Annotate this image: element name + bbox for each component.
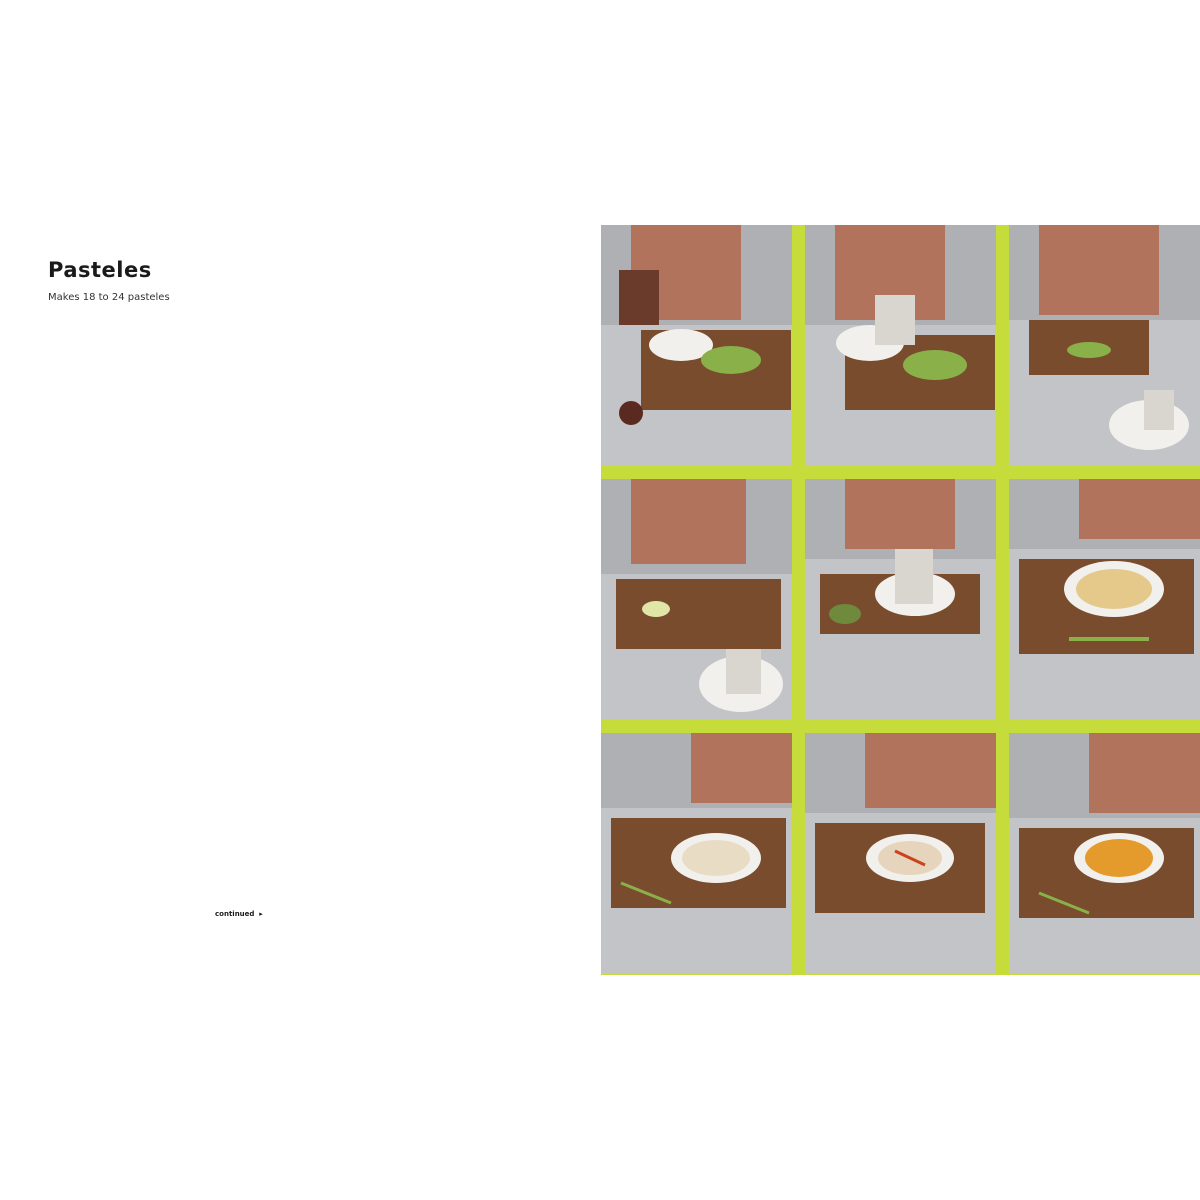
step-photo-image <box>1009 225 1200 466</box>
step-photo <box>1009 733 1200 974</box>
step-photo-image <box>1009 479 1200 720</box>
step-photo-grid <box>601 225 1200 975</box>
step-photo <box>1009 225 1200 466</box>
arrow-right-icon: ▸ <box>256 910 263 918</box>
step-photo-image <box>601 479 792 720</box>
intro-text <box>215 334 545 684</box>
step-photo-image <box>805 479 996 720</box>
recipe-title: Pasteles <box>48 258 152 282</box>
continued-text: continued <box>215 910 255 918</box>
recipe-yield: Makes 18 to 24 pasteles <box>48 292 170 303</box>
step-photo-image <box>1009 733 1200 974</box>
step-photo <box>805 733 996 974</box>
method-text <box>215 712 545 892</box>
step-photo <box>1009 479 1200 720</box>
step-photo <box>601 225 792 466</box>
continued-label <box>215 910 263 918</box>
step-photo <box>601 479 792 720</box>
step-photo-image <box>601 733 792 974</box>
step-photo-image <box>805 225 996 466</box>
step-photo <box>805 225 996 466</box>
step-photo-image <box>805 733 996 974</box>
step-photo-image <box>601 225 792 466</box>
step-photo <box>805 479 996 720</box>
step-photo <box>601 733 792 974</box>
